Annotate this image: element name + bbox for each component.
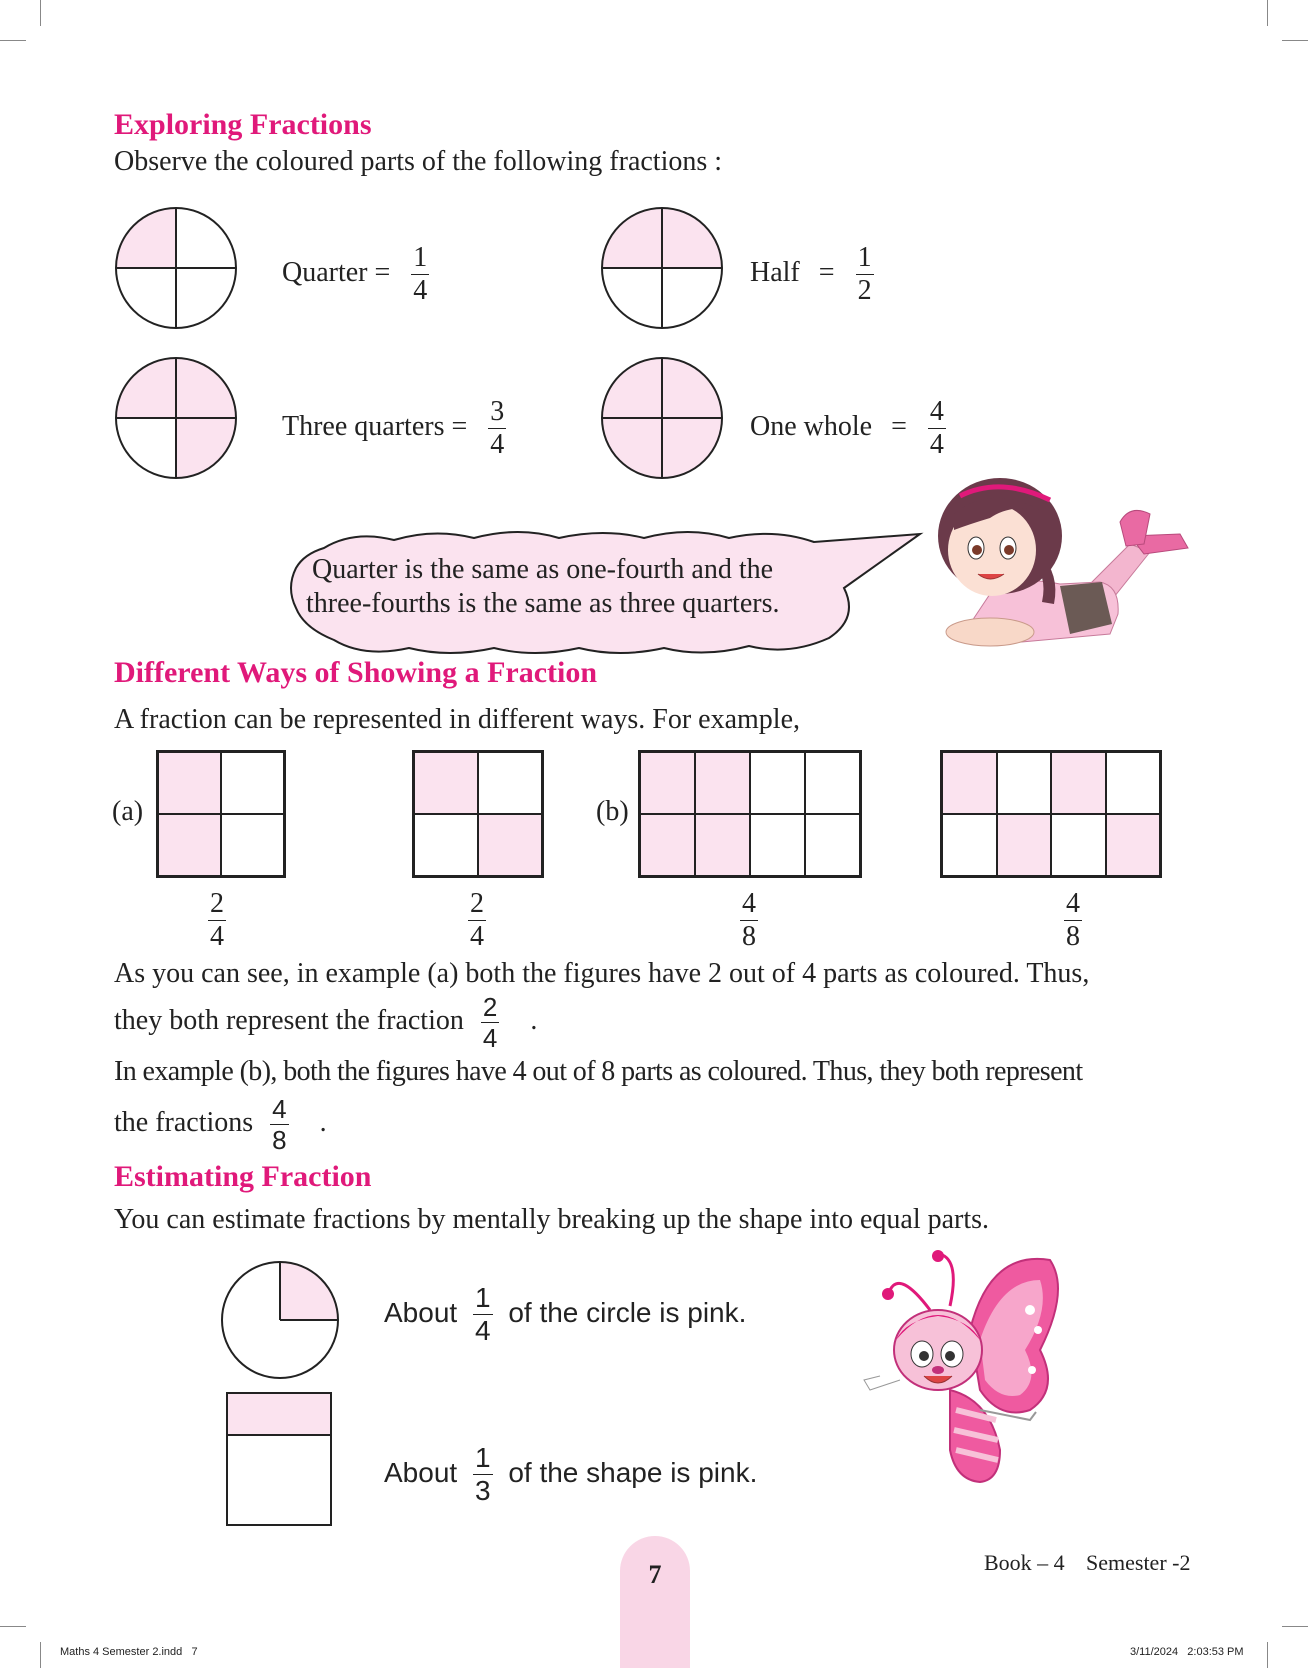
section-intro: You can estimate fractions by mentally breaking up the shape into equal parts. <box>114 1204 990 1235</box>
fraction-label-half: Half = $\frac{1}{2}$ <box>750 242 872 306</box>
semester-label: Semester -2 <box>1086 1550 1191 1575</box>
fraction: $\frac{2}{4}$ <box>470 888 484 952</box>
crop-mark <box>1267 1642 1268 1668</box>
crop-mark <box>0 1626 26 1627</box>
fraction-label-three-quarters: Three quarters = $\frac{3}{4}$ <box>282 396 505 460</box>
grid-cell <box>695 752 750 814</box>
fraction: $\frac{2}{4}$ <box>210 888 224 952</box>
section-title-estimating-fraction: Estimating Fraction <box>114 1160 372 1193</box>
grid-cell <box>478 814 542 876</box>
fraction: $\frac{2}{4}$ <box>482 992 498 1053</box>
paragraph-example-a-line1: As you can see, in example (a) both the figures have 2 out of 4 parts as coloured. Thus, <box>114 958 1090 989</box>
circle-estimate <box>218 1260 342 1380</box>
example-label-b: (b) <box>596 796 629 827</box>
crop-mark <box>0 40 26 41</box>
grid-cell <box>158 814 221 876</box>
fraction: $\frac{4}{8}$ <box>1066 888 1080 952</box>
section-intro: Observe the coloured parts of the following fractions : <box>114 146 723 177</box>
grid-a2 <box>412 750 544 878</box>
example-label-a: (a) <box>112 796 144 827</box>
grid-cell <box>414 814 478 876</box>
rectangle-estimate <box>226 1392 332 1526</box>
estimate-row-rectangle: About $\frac{1}{3}$ of the shape is pink. <box>384 1442 758 1506</box>
paragraph-example-b-line2: the fractions $\frac{4}{8}$ . <box>114 1094 327 1155</box>
fraction: $\frac{4}{8}$ <box>272 1094 287 1155</box>
grid-fraction-a1 <box>208 890 226 951</box>
grid-cell <box>805 814 860 876</box>
rectangle-pink-part <box>228 1394 330 1436</box>
grid-cell <box>478 752 542 814</box>
grid-cell <box>221 752 284 814</box>
girl-illustration <box>930 474 1190 652</box>
grid-cell <box>695 814 750 876</box>
grid-cell <box>750 814 805 876</box>
butterfly-illustration <box>860 1250 1080 1500</box>
paragraph-example-b-line1: In example (b), both the figures have 4 out of 8 parts as coloured. Thus, they both represent <box>114 1056 1083 1087</box>
speech-bubble-line1: Quarter is the same as one-fourth and the <box>312 554 774 585</box>
grid-a1 <box>156 750 286 878</box>
grid-fraction-a2 <box>468 890 486 951</box>
section-intro: A fraction can be represented in different ways. For example, <box>114 704 800 735</box>
book-label: Book – 4 <box>984 1550 1065 1575</box>
section-title-different-ways: Different Ways of Showing a Fraction <box>114 656 598 689</box>
grid-cell <box>1106 814 1161 876</box>
grid-b1 <box>638 750 862 878</box>
grid-cell <box>997 814 1052 876</box>
grid-cell <box>997 752 1052 814</box>
crop-mark <box>1267 0 1268 26</box>
fraction-label-one-whole: One whole = $\frac{4}{4}$ <box>750 396 944 460</box>
page-number: 7 <box>648 1560 662 1589</box>
fraction: $\frac{1}{2}$ <box>857 242 872 306</box>
grid-cell <box>750 752 805 814</box>
paragraph-example-a-line2: they both represent the fraction $\frac{2}{4}$ . <box>114 992 538 1053</box>
crop-mark <box>40 1642 41 1668</box>
grid-cell <box>414 752 478 814</box>
fraction: $\frac{4}{4}$ <box>929 396 944 460</box>
grid-cell <box>221 814 284 876</box>
crop-mark <box>1282 40 1308 41</box>
page-number-tab <box>620 1536 690 1668</box>
grid-fraction-b1 <box>740 890 758 951</box>
estimate-row-circle: About $\frac{1}{4}$ of the circle is pink. <box>384 1282 747 1346</box>
circle-quarter <box>112 206 240 330</box>
file-info: Maths 4 Semester 2.indd 7 <box>60 1646 198 1658</box>
fraction: $\frac{3}{4}$ <box>490 396 505 460</box>
circle-three-quarters <box>112 356 240 480</box>
circle-one-whole <box>598 356 726 480</box>
grid-cell <box>805 752 860 814</box>
grid-cell <box>1051 814 1106 876</box>
fraction: $\frac{1}{3}$ <box>474 1442 491 1506</box>
grid-cell <box>1106 752 1161 814</box>
grid-cell <box>942 814 997 876</box>
section-title-exploring-fractions: Exploring Fractions <box>114 108 372 141</box>
grid-fraction-b2 <box>1064 890 1082 951</box>
grid-cell <box>640 814 695 876</box>
fraction-label-quarter: Quarter = $\frac{1}{4}$ <box>282 242 428 306</box>
crop-mark <box>1282 1626 1308 1627</box>
crop-mark <box>40 0 41 26</box>
circle-half <box>598 206 726 330</box>
grid-b2 <box>940 750 1162 878</box>
fraction: $\frac{4}{8}$ <box>742 888 756 952</box>
fraction: $\frac{1}{4}$ <box>474 1282 491 1346</box>
fraction: $\frac{1}{4}$ <box>413 242 428 306</box>
grid-cell <box>1051 752 1106 814</box>
speech-bubble-line2: three-fourths is the same as three quarters. <box>306 588 780 619</box>
grid-cell <box>640 752 695 814</box>
grid-cell <box>158 752 221 814</box>
grid-cell <box>942 752 997 814</box>
timestamp: 3/11/2024 2:03:53 PM <box>1130 1646 1244 1658</box>
